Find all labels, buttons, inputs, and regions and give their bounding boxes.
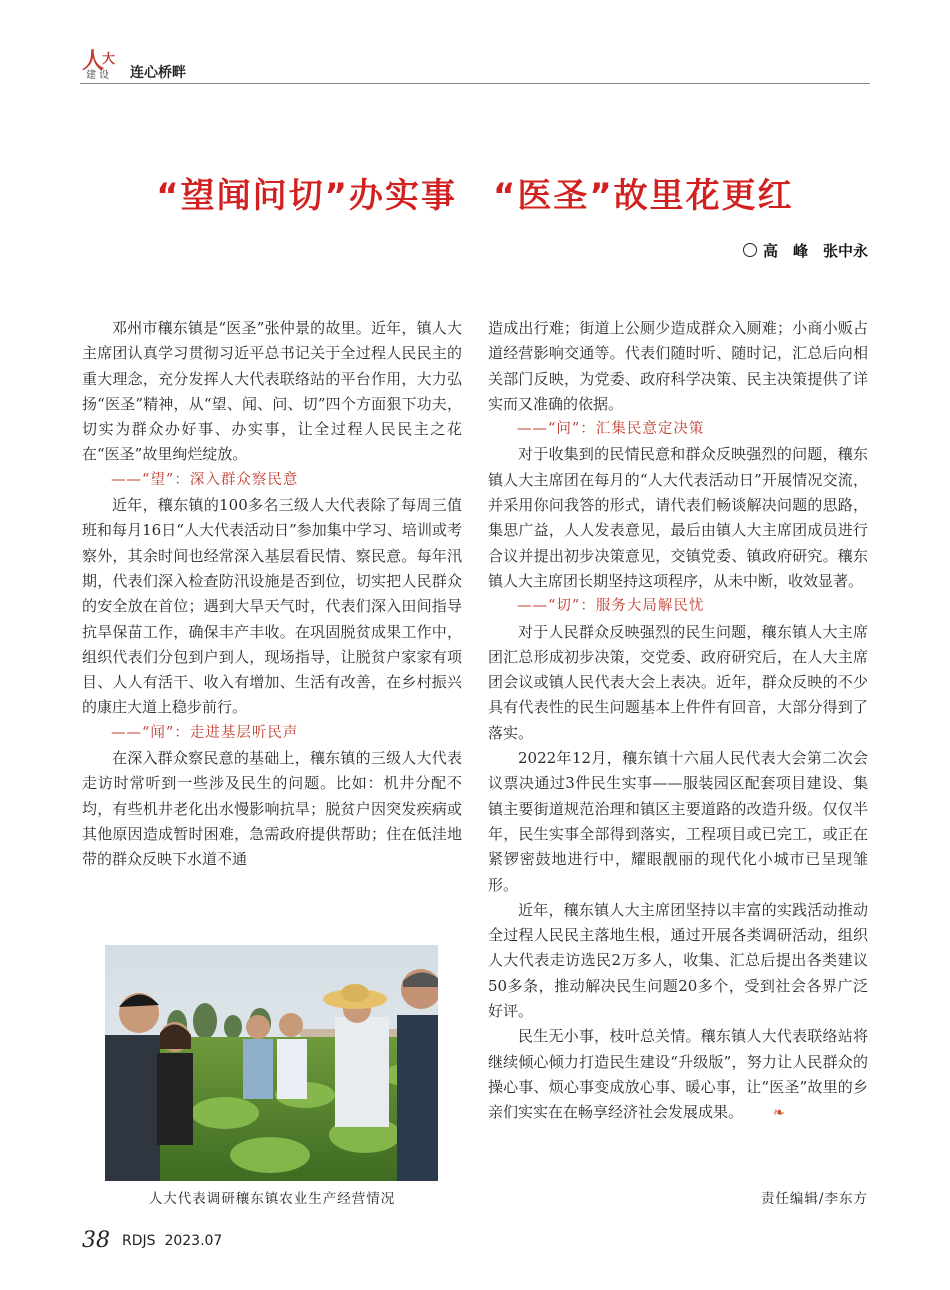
circle-icon <box>743 243 757 257</box>
section-name: 连心桥畔 <box>130 65 186 81</box>
subheading-wen2: ——“问”：汇集民意定决策 <box>517 421 705 438</box>
left-column <box>82 316 462 873</box>
logo-char-ren: 人 <box>82 48 105 74</box>
field-photo <box>105 945 438 1181</box>
right-column <box>488 316 868 1127</box>
paragraph-final <box>488 1024 868 1126</box>
journal-code: RDJS <box>122 1233 156 1249</box>
logo-char-da: 大 <box>102 52 116 67</box>
page-number: 38 <box>82 1228 110 1253</box>
paragraph: 对于收集到的民情民意和群众反映强烈的问题，穰东镇人大主席团在每月的“人大代表活动日”开展情况交流，并采用你问我答的形式，请代表们畅谈解决问题的思路，集思广益，人人发表意见，最后由镇人大主席团成员进行合议并提出初步决策意见，交镇党委、镇政府研究。穰东镇人大主席团长期坚持这项程序，从未中断，收效显著。 <box>488 445 868 590</box>
author-names: 高 峰 张中永 <box>762 242 868 260</box>
subheading-wang: ——“望”：深入群众察民意 <box>111 471 299 488</box>
paragraph: 对于人民群众反映强烈的民生问题，穰东镇人大主席团汇总形成初步决策，交党委、政府研究后，在人大主席团会议或镇人民代表大会上表决。近年，群众反映的不少具有代表性的民生问题基本上件件有回音，大部分得到了落实。 <box>488 622 868 742</box>
logo-subtitle: 建设 <box>86 70 112 81</box>
paragraph: 近年，穰东镇的100多名三级人大代表除了每周三值班和每月16日“人大代表活动日”参加集中学习、培训或考察外，其余时间也经常深入基层看民情、察民意。每年汛期，代表们深入检查防汛设施是否到位，切实把人民群众的安全放在首位；遇到大旱天气时，代表们深入田间指导抗旱保苗工作，确保丰产丰收。在巩固脱贫成果工作中，组织代表们分包到户到人，现场指导，让脱贫户家家有项目、人人有活干、收入有增加、生活有改善，在乡村振兴的康庄大道上稳步前行。 <box>82 496 462 717</box>
responsible-editor: 责任编辑/李东方 <box>760 1191 868 1207</box>
header-divider <box>80 83 870 84</box>
paragraph: 邓州市穰东镇是“医圣”张仲景的故里。近年，镇人大主席团认真学习贯彻习近平总书记关于全过程人民民主的重大理念，充分发挥人大代表联络站的平台作用，大力弘扬“医圣”精神，从“望、闻、问、切”四个方面狠下功夫，切实为群众办好事、办实事，让全过程人民民主之花在“医圣”故里绚烂绽放。 <box>82 319 462 464</box>
paragraph: 在深入群众察民意的基础上，穰东镇的三级人大代表走访时常听到一些涉及民生的问题。比如：机井分配不均，有些机井老化出水慢影响抗旱；脱贫户因突发疾病或其他原因造成暂时困难，急需政府提供帮助；住在低洼地带的群众反映下水道不通 <box>82 749 462 869</box>
page-footer <box>82 1228 222 1253</box>
issue-number: 2023.07 <box>164 1233 223 1249</box>
paragraph: 2022年12月，穰东镇十六届人民代表大会第二次会议票决通过3件民生实事——服装园区配套项目建设、集镇主要街道规范治理和镇区主要道路的改造升级。仅仅半年，民生实事全部得到落实，工程项目或已完工，或正在紧锣密鼓地进行中，耀眼靓丽的现代化小城市已呈现雏形。 <box>488 749 868 894</box>
article-title: “望闻问切”办实事 “医圣”故里花更红 <box>156 176 794 216</box>
paragraph-continued: 造成出行难；街道上公厕少造成群众入厕难；小商小贩占道经营影响交通等。代表们随时听、随时记，汇总后向相关部门反映，为党委、政府科学决策、民主决策提供了详实而又准确的依据。 <box>488 319 868 413</box>
subheading-qie: ——“切”：服务大局解民忧 <box>517 598 705 615</box>
end-mark-icon: ❧ <box>773 1105 785 1122</box>
photo-caption: 人大代表调研穰东镇农业生产经营情况 <box>148 1191 396 1207</box>
final-text: 民生无小事，枝叶总关情。穰东镇人大代表联络站将继续倾心倾力打造民生建设“升级版”，努力让人民群众的操心事、烦心事变成放心事、暖心事，让“医圣”故里的乡亲们实实在在畅享经济社会发展成果。 <box>488 1027 868 1122</box>
page-header <box>80 44 870 84</box>
paragraph: 近年，穰东镇人大主席团坚持以丰富的实践活动推动全过程人民民主落地生根，通过开展各类调研活动，组织人大代表走访选民2万多人，收集、汇总后提出各类建议50多条，推动解决民生问题20多个，受到社会各界广泛好评。 <box>488 900 868 1021</box>
article-author <box>743 240 868 261</box>
subheading-wen: ——“闻”：走进基层听民声 <box>111 724 299 741</box>
magazine-logo <box>80 44 126 84</box>
